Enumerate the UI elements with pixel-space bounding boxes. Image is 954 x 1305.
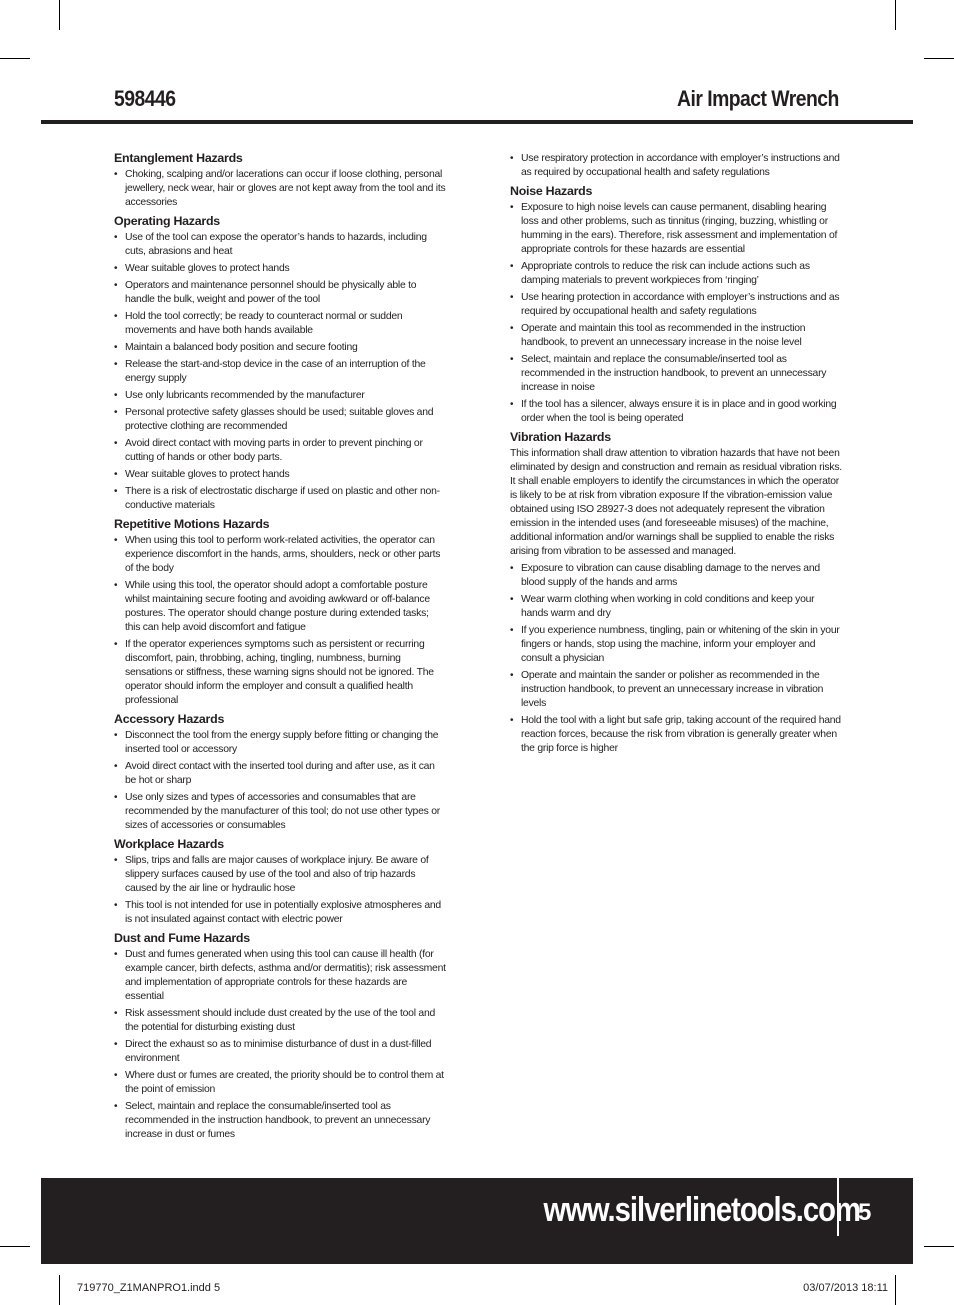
- list-item: • Wear suitable gloves to protect hands: [114, 262, 446, 276]
- noise-hazards-list: [510, 201, 842, 426]
- list-item: • There is a risk of electrostatic discharge if used on plastic and other non-conductive materials: [114, 485, 446, 513]
- list-item: • Operate and maintain the sander or polisher as recommended in the instruction handbook, to prevent an unnecessary increase in vibration levels: [510, 669, 842, 711]
- section-title: Accessory Hazards: [114, 712, 225, 726]
- website-url: www.silverlinetools.com: [543, 1191, 860, 1229]
- list-item: • Avoid direct contact with the inserted tool during and after use, as it can be hot or sharp: [114, 760, 446, 788]
- section-title: Entanglement Hazards: [114, 151, 243, 165]
- list-item: • Slips, trips and falls are major causes of workplace injury. Be aware of slippery surfaces caused by use of the tool and also of trip hazards caused by the air line or hydraulic hose: [114, 854, 446, 896]
- list-item: • Use only sizes and types of accessories and consumables that are recommended by the manufacturer of this tool; do not use other types or sizes of accessories or consumables: [114, 791, 446, 833]
- list-item: • Hold the tool correctly; be ready to counteract normal or sudden movements and have both hands available: [114, 310, 446, 338]
- section-title: Dust and Fume Hazards: [114, 931, 250, 945]
- slug-filename: 719770_Z1MANPRO1.indd 5: [77, 1282, 221, 1294]
- list-item: • Use only lubricants recommended by the manufacturer: [114, 389, 446, 403]
- list-item: • Appropriate controls to reduce the risk can include actions such as damping materials to prevent workpieces from ‘ringing’: [510, 260, 842, 288]
- list-item: • Maintain a balanced body position and secure footing: [114, 341, 446, 355]
- list-item: • Exposure to high noise levels can cause permanent, disabling hearing loss and other problems, such as tinnitus (ringing, buzzing, whistling or humming in the ears). Therefore, risk assessment and implementation of appropriate controls for these hazards are essential: [510, 201, 842, 257]
- list-item: • While using this tool, the operator should adopt a comfortable posture whilst maintaining secure footing and avoiding awkward or off-balance postures. The operator should change posture during extended tasks; this can help avoid discomfort and fatigue: [114, 579, 446, 635]
- list-item: • Where dust or fumes are created, the priority should be to control them at the point of emission: [114, 1069, 446, 1097]
- list-item: • Avoid direct contact with moving parts in order to prevent pinching or cutting of hands or other body parts.: [114, 437, 446, 465]
- hazard-list: [114, 168, 446, 210]
- crop-mark: [0, 1246, 30, 1247]
- list-item: • Risk assessment should include dust created by the use of the tool and the potential for disturbing existing dust: [114, 1007, 446, 1035]
- product-name: Air Impact Wrench: [677, 86, 839, 111]
- crop-mark: [59, 0, 60, 30]
- crop-mark: [924, 58, 954, 59]
- respiratory-list: [510, 152, 842, 180]
- list-item: • Select, maintain and replace the consumable/inserted tool as recommended in the instruction handbook, to prevent an unnecessary increase in dust or fumes: [114, 1100, 446, 1142]
- crop-mark: [895, 0, 896, 30]
- list-item: • Wear suitable gloves to protect hands: [114, 468, 446, 482]
- slug-date: 03/07/2013 18:11: [803, 1282, 888, 1294]
- list-item: • Direct the exhaust so as to minimise disturbance of dust in a dust-filled environment: [114, 1038, 446, 1066]
- page-number: 5: [858, 1199, 872, 1226]
- left-column: [114, 150, 446, 1145]
- hazard-list: [114, 854, 446, 927]
- list-item: • Choking, scalping and/or lacerations can occur if loose clothing, personal jewellery, neck wear, hair or gloves are not kept away from the tool and its accessories: [114, 168, 446, 210]
- section-title: Noise Hazards: [510, 184, 593, 198]
- product-code: 598446: [114, 86, 176, 111]
- section-title: Operating Hazards: [114, 214, 220, 228]
- crop-mark: [0, 58, 30, 59]
- vibration-intro: This information shall draw attention to vibration hazards that have not been eliminated by design and construction and remain as residual vibration risks. It shall enable employers to identify the circumstances in which the operator is likely to be at risk from vibration exposure If the vibration-emission value obtained using ISO 28927-3 does not adequately represent the vibration emission in the intended uses (and foreseeable misuses) of the machine, additional information and/or warnings shall be supplied to enable the risks arising from vibration to be assessed and managed.: [510, 448, 842, 557]
- list-item: • Disconnect the tool from the energy supply before fitting or changing the inserted tool or accessory: [114, 729, 446, 757]
- hazard-list: [114, 948, 446, 1142]
- list-item: • Operators and maintenance personnel should be physically able to handle the bulk, weight and power of the tool: [114, 279, 446, 307]
- right-column: [510, 150, 842, 759]
- list-item: • Dust and fumes generated when using this tool can cause ill health (for example cancer, birth defects, asthma and/or dermatitis); risk assessment and implementation of appropriate controls for these hazards are essential: [114, 948, 446, 1004]
- list-item: • If the tool has a silencer, always ensure it is in place and in good working order when the tool is being operated: [510, 398, 842, 426]
- hazard-list: [114, 231, 446, 513]
- crop-mark: [924, 1246, 954, 1247]
- list-item: • When using this tool to perform work-related activities, the operator can experience discomfort in the hands, arms, shoulders, neck or other parts of the body: [114, 534, 446, 576]
- list-item: • Wear warm clothing when working in cold conditions and keep your hands warm and dry: [510, 593, 842, 621]
- section-title: Workplace Hazards: [114, 837, 224, 851]
- list-item: • This tool is not intended for use in potentially explosive atmospheres and is not insulated against contact with electric power: [114, 899, 446, 927]
- crop-mark: [59, 1275, 60, 1305]
- list-item: • Operate and maintain this tool as recommended in the instruction handbook, to prevent an unnecessary increase in the noise level: [510, 322, 842, 350]
- list-item: • Use respiratory protection in accordance with employer’s instructions and as required by occupational health and safety regulations: [510, 152, 842, 180]
- list-item: • Use hearing protection in accordance with employer’s instructions and as required by occupational health and safety regulations: [510, 291, 842, 319]
- list-item: • Select, maintain and replace the consumable/inserted tool as recommended in the instruction handbook, to prevent an unnecessary increase in noise: [510, 353, 842, 395]
- hazard-list: [114, 534, 446, 708]
- vibration-hazards-list: [510, 562, 842, 756]
- crop-mark: [895, 1275, 896, 1305]
- list-item: • Personal protective safety glasses should be used; suitable gloves and protective clothing are recommended: [114, 406, 446, 434]
- list-item: • Use of the tool can expose the operator’s hands to hazards, including cuts, abrasions and heat: [114, 231, 446, 259]
- hazard-list: [114, 729, 446, 833]
- section-title: Repetitive Motions Hazards: [114, 517, 270, 531]
- list-item: • If you experience numbness, tingling, pain or whitening of the skin in your fingers or hands, stop using the machine, inform your employer and consult a physician: [510, 624, 842, 666]
- list-item: • Release the start-and-stop device in the case of an interruption of the energy supply: [114, 358, 446, 386]
- list-item: • Exposure to vibration can cause disabling damage to the nerves and blood supply of the hands and arms: [510, 562, 842, 590]
- list-item: • Hold the tool with a light but safe grip, taking account of the required hand reaction forces, because the risk from vibration is generally greater when the grip force is higher: [510, 714, 842, 756]
- section-title: Vibration Hazards: [510, 430, 611, 444]
- header-rule: [41, 120, 913, 124]
- list-item: • If the operator experiences symptoms such as persistent or recurring discomfort, pain, throbbing, aching, tingling, numbness, burning sensations or stiffness, these warning signs should not be ignored. The operator should inform the employer and consult a qualified health professional: [114, 638, 446, 708]
